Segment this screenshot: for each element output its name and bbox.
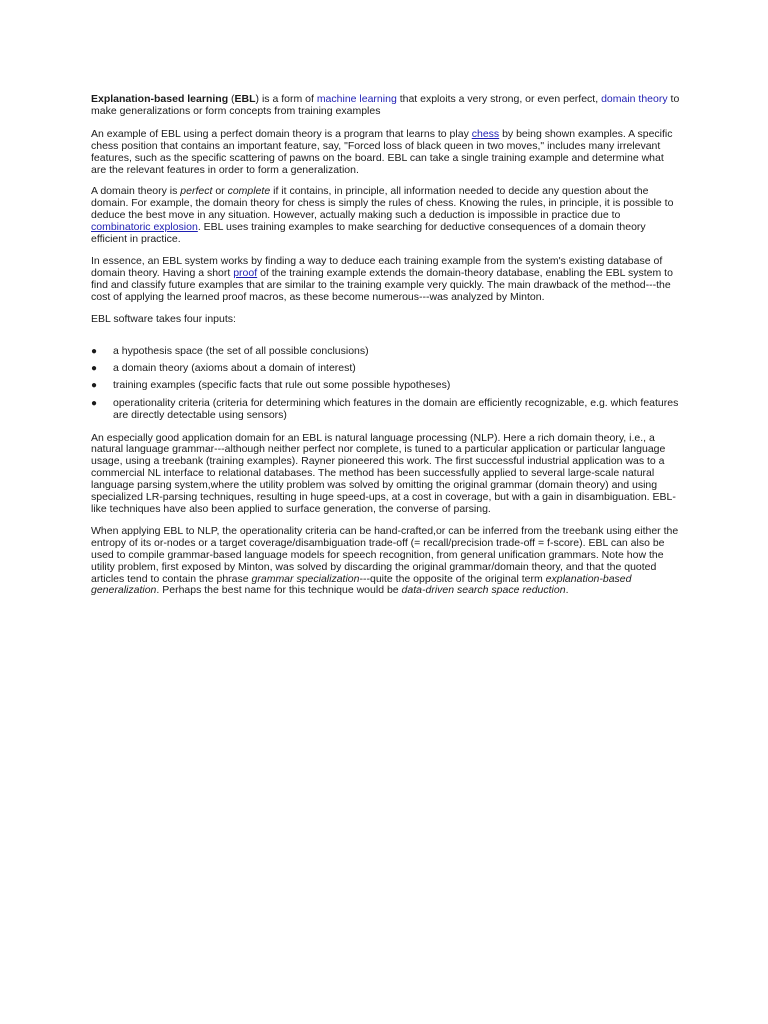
domain-theory-link[interactable]: domain theory [601, 93, 668, 105]
paragraph-text: or [212, 185, 228, 198]
list-item-text: a domain theory (axioms about a domain of interest) [113, 361, 356, 374]
data-driven-search-term: data-driven search space reduction [401, 584, 566, 597]
intro-text: ) is a form of [255, 93, 317, 105]
intro-text: ( [228, 93, 235, 105]
paragraph-text: ---quite the opposite of the original term [359, 572, 546, 585]
paragraph-text: A domain theory is [91, 185, 181, 198]
intro-paragraph [91, 94, 681, 118]
paragraph-text: . EBL uses training examples to make searching for deductive consequences of a domain theory efficient in practice. [91, 221, 646, 246]
ebl-abbr: EBL [234, 93, 256, 105]
paragraph-text: . Perhaps the best name for this technique would be [156, 584, 402, 597]
intro-text: that exploits a very strong, or even perfect, [396, 93, 602, 105]
domain-theory-paragraph [91, 186, 681, 246]
nlp-paragraph: An especially good application domain for an EBL is natural language processing (NLP). Here a rich domain theory, i.e., a natural language grammar---although neither perfect nor complete, is tuned to a particular application or particular language usage, using a treebank (training examples). Rayner pioneered this work. The first successful industrial application was to a commercial NL interface to relational databases. The method has been successfully applied to several large-scale natural language parsing system,where the utility problem was solved by omitting the original grammar (domain theory) and using specialized LR-parsing techniques, resulting in huge speed-ups, at a cost in coverage, but with a gain in disambiguation. EBL-like techniques have also been applied to surface generation, the converse of parsing. [91, 431, 676, 515]
combinatoric-explosion-link[interactable]: combinatoric explosion [91, 221, 198, 234]
list-item-text: operationality criteria (criteria for determining which features in the domain are efficiently recognizable, e.g. which features are directly detectable using sensors) [113, 396, 679, 421]
list-item [91, 398, 681, 422]
inputs-list [91, 346, 681, 422]
complete-term: complete [227, 185, 271, 198]
paragraph-text: . [565, 584, 569, 597]
chess-link[interactable]: chess [471, 127, 500, 140]
explanation-based-generalization-term: explanation-based generalization [91, 572, 632, 597]
paragraph-text: of the training example extends the domain-theory database, enabling the EBL system to find and classify future examples that are similar to the training example very quickly. The main drawback of the method---the cost of applying the learned proof macros, as these become numerous---was analyzed by Minton. [91, 266, 673, 303]
list-item [91, 363, 681, 375]
paragraph-text: by being shown examples. A specific chess position that contains an important feature, say, "Forced loss of black queen in two moves," includes many irrelevant features, such as the specific scattering of pawns on the board. EBL can take a single training example and determine what are the relevant features in order to form a generalization. [91, 127, 673, 176]
paragraph-text: In essence, an EBL system works by finding a way to deduce each training example from the system's existing database of domain theory. Having a short [91, 254, 663, 279]
proof-link[interactable]: proof [233, 266, 258, 279]
machine-learning-link[interactable]: machine learning [316, 93, 397, 105]
paragraph-text: When applying EBL to NLP, the operationality criteria can be hand-crafted,or can be inferred from the treebank using either the entropy of its or-nodes or a target coverage/disambiguation trade-off (= recall/precision trade-off = f-score). EBL can also be used to compile grammar-based language models for speech recognition, from general unification grammars. Note how the utility problem, first exposed by Minton, was solved by discarding the original grammar/domain theory, and that the quoted articles tend to contain the phrase [91, 524, 679, 585]
paragraph-text: An example of EBL using a perfect domain theory is a program that learns to play [91, 127, 472, 140]
bullet-icon: ● [91, 397, 98, 409]
list-item [91, 380, 681, 392]
bullet-icon: ● [91, 362, 98, 374]
paragraph-text: if it contains, in principle, all information needed to decide any question about the domain. For example, the domain theory for chess is simply the rules of chess. Knowing the rules, in principle, it is possible to deduce the best move in any situation. However, actually making such a deduction is impossible in practice due to [91, 185, 674, 222]
essence-paragraph [91, 256, 681, 304]
list-item-text: training examples (specific facts that rule out some possible hypotheses) [113, 379, 451, 392]
ebl-term: Explanation-based learning [91, 93, 229, 105]
bullet-icon: ● [91, 345, 98, 357]
list-item [91, 346, 681, 358]
bullet-icon: ● [91, 380, 98, 392]
grammar-specialization-term: grammar specialization [251, 572, 360, 585]
list-item-text: a hypothesis space (the set of all possible conclusions) [113, 344, 369, 357]
document-page [91, 94, 681, 607]
chess-example-paragraph [91, 129, 681, 177]
intro-text: to make generalizations or form concepts from training examples [91, 93, 680, 117]
inputs-intro: EBL software takes four inputs: [91, 312, 236, 325]
ebl-nlp-paragraph [91, 526, 681, 597]
perfect-term: perfect [180, 185, 213, 198]
